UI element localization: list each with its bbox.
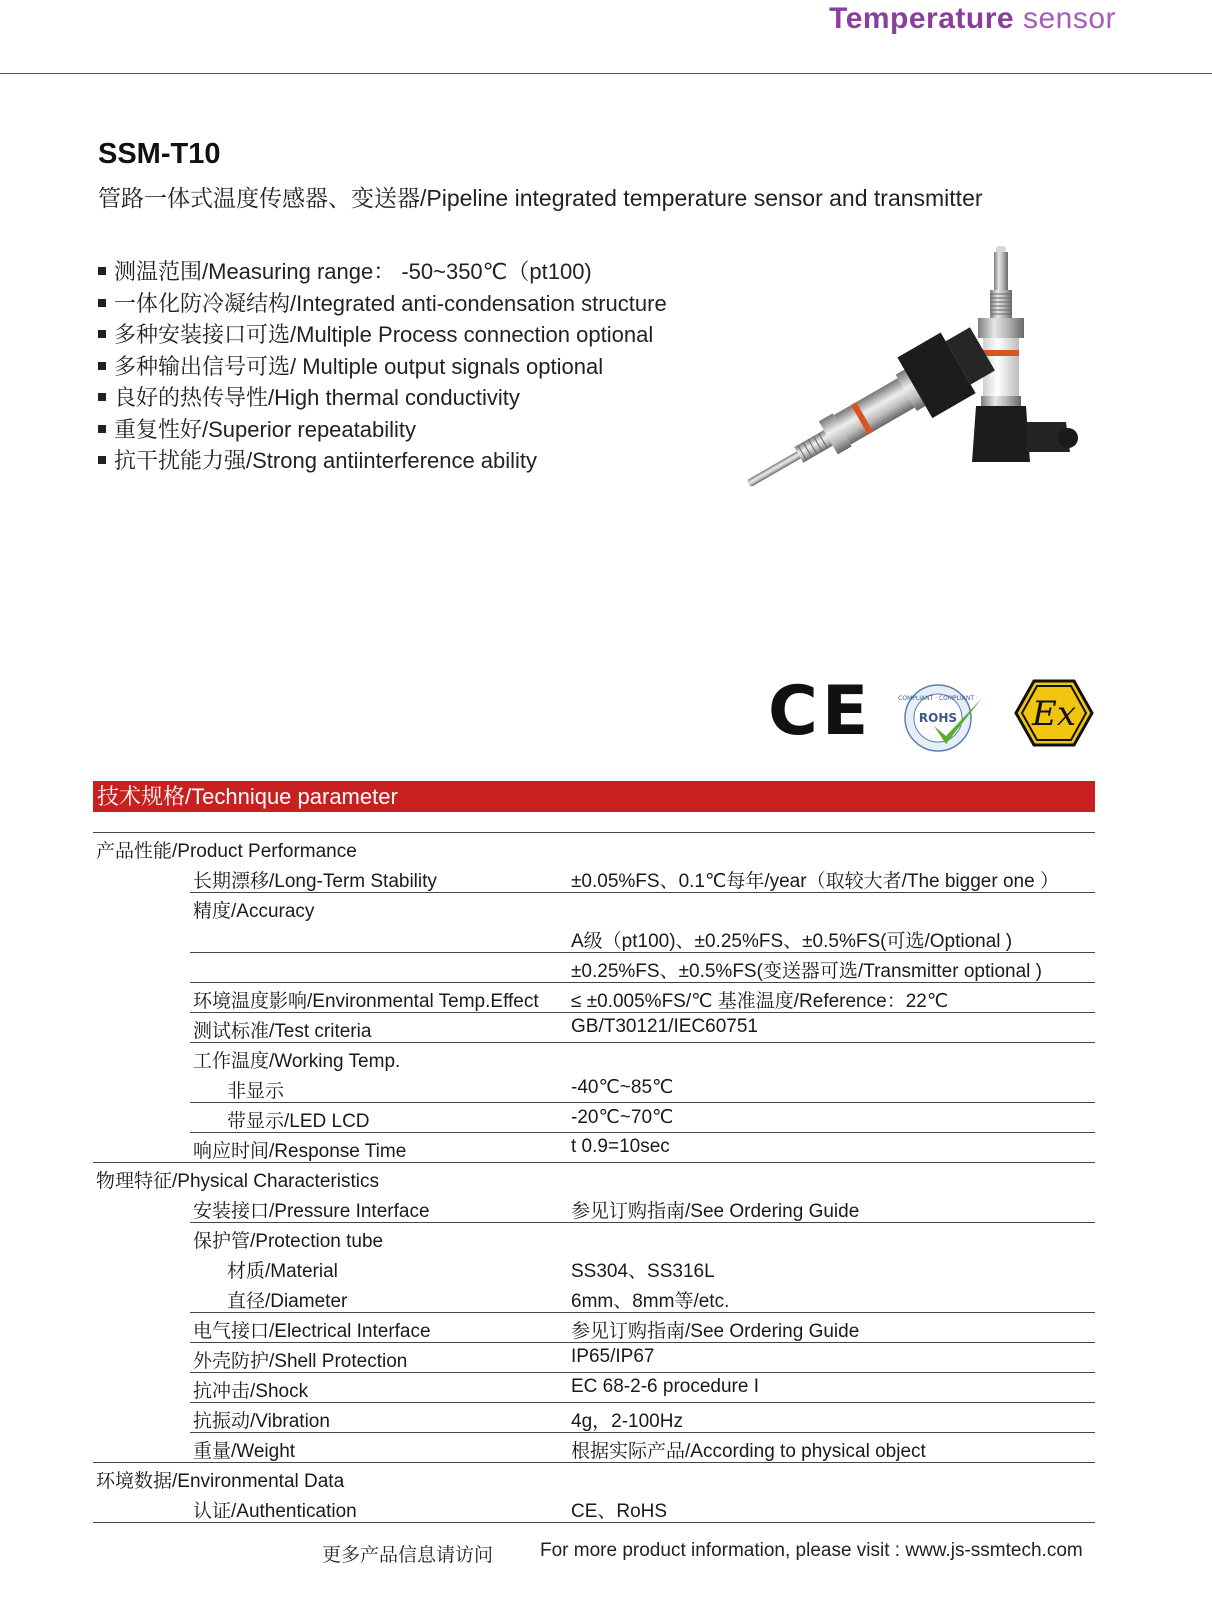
section-header-technique-parameter: 技术规格/Technique parameter [93,781,1095,812]
spec-label: 抗振动/Vibration [193,1411,330,1432]
table-row-divider [93,832,1095,833]
svg-text:Ex: Ex [1032,694,1076,734]
table-row-divider [93,1162,1095,1163]
feature-item: 重复性好/Superior repeatability [98,414,667,446]
table-row-divider [93,1522,1095,1523]
table-row-divider [190,1132,1095,1133]
spec-label: 安装接口/Pressure Interface [193,1201,430,1222]
table-row-divider [190,1222,1095,1223]
spec-value: ±0.05%FS、0.1℃每年/year（取较大者/The bigger one ） [571,871,1059,892]
bullet-square-icon [98,456,106,464]
spec-value: ±0.25%FS、±0.5%FS(变送器可选/Transmitter optional ) [571,961,1043,982]
probe-rod [994,252,1008,292]
table-row-divider [190,1042,1095,1043]
spec-value: t 0.9=10sec [571,1136,670,1157]
spec-value: -40℃~85℃ [571,1077,674,1098]
ex-atex-icon [1014,678,1094,748]
footer-left-text: 更多产品信息请访问 [322,1545,494,1566]
header-divider [0,73,1212,74]
spec-value: 根据实际产品/According to physical object [571,1441,926,1462]
feature-item: 多种输出信号可选/ Multiple output signals optional [98,351,667,383]
spec-label: 重量/Weight [193,1441,296,1462]
ce-mark-icon: CE [768,672,873,751]
header-title-light: sensor [1014,2,1116,35]
spec-label: 保护管/Protection tube [193,1231,384,1252]
table-row-divider [190,1402,1095,1403]
table-row-divider [93,1462,1095,1463]
thread [990,290,1012,318]
spec-value: -20℃~70℃ [571,1107,674,1128]
spec-label: 产品性能/Product Performance [96,841,357,862]
spec-label: 直径/Diameter [227,1291,348,1312]
svg-text:COMPLIANT · COMPLIANT ·: COMPLIANT · COMPLIANT · [898,695,978,702]
rohs-compliant-icon [898,682,990,754]
spec-value: 参见订购指南/See Ordering Guide [571,1321,860,1342]
spec-label: 环境数据/Environmental Data [96,1471,345,1492]
angled-sensor [731,319,1000,500]
product-photo [728,240,1108,500]
spec-value: GB/T30121/IEC60751 [571,1016,758,1037]
spec-label: 材质/Material [227,1261,338,1282]
table-row-divider [190,952,1095,953]
feature-item: 抗干扰能力强/Strong antiinterference ability [98,445,667,477]
table-row-divider [190,1012,1095,1013]
orange-band [983,350,1019,356]
spec-value: 参见订购指南/See Ordering Guide [571,1201,860,1222]
header-title-main: Temperature [829,2,1015,35]
spec-value: A级（pt100)、±0.25%FS、±0.5%FS(可选/Optional ) [571,931,1013,952]
spec-label: 物理特征/Physical Characteristics [96,1171,379,1192]
spec-label: 认证/Authentication [193,1501,357,1522]
spec-label: 外壳防护/Shell Protection [193,1351,408,1372]
spec-label: 精度/Accuracy [193,901,315,922]
bullet-square-icon [98,393,106,401]
feature-item: 多种安装接口可选/Multiple Process connection optional [98,319,667,351]
bullet-square-icon [98,330,106,338]
body-collar [981,396,1021,406]
bullet-square-icon [98,267,106,275]
spec-label: 响应时间/Response Time [193,1141,407,1162]
spec-value: ≤ ±0.005%FS/℃ 基准温度/Reference：22℃ [571,991,949,1012]
spec-value: CE、RoHS [571,1501,668,1522]
footer-website-text: For more product information, please visit : www.js-ssmtech.com [540,1540,1083,1561]
spec-value: EC 68-2-6 procedure I [571,1376,759,1397]
spec-label: 电气接口/Electrical Interface [193,1321,431,1342]
bullet-square-icon [98,299,106,307]
connector-housing [972,406,1030,462]
feature-item: 良好的热传导性/High thermal conductivity [98,382,667,414]
spec-label: 抗冲击/Shock [193,1381,309,1402]
table-row-divider [190,1372,1095,1373]
spec-label: 环境温度影响/Environmental Temp.Effect [193,991,539,1012]
table-row-divider [190,1342,1095,1343]
feature-item: 一体化防冷凝结构/Integrated anti-condensation structure [98,288,667,320]
spec-value: IP65/IP67 [571,1346,655,1367]
bullet-square-icon [98,425,106,433]
table-row-divider [190,1102,1095,1103]
spec-label: 带显示/LED LCD [227,1111,370,1132]
hex-nut [978,318,1024,338]
spec-label: 工作温度/Working Temp. [193,1051,401,1072]
bullet-square-icon [98,362,106,370]
spec-label: 长期漂移/Long-Term Stability [193,871,437,892]
model-number: SSM-T10 [98,138,221,170]
spec-label: 非显示 [227,1081,285,1102]
product-subtitle: 管路一体式温度传感器、变送器/Pipeline integrated temperature sensor and transmitter [98,185,983,211]
feature-list [98,256,667,477]
table-row-divider [190,982,1095,983]
header-title [829,2,1116,36]
spec-value: SS304、SS316L [571,1261,715,1282]
table-row-divider [190,1432,1095,1433]
spec-value: 6mm、8mm等/etc. [571,1291,730,1312]
spec-label: 测试标准/Test criteria [193,1021,372,1042]
feature-item: 测温范围/Measuring range： -50~350℃（pt100) [98,256,667,288]
table-row-divider [190,892,1095,893]
table-row-divider [190,1312,1095,1313]
spec-value: 4g，2-100Hz [571,1411,683,1432]
svg-text:ROHS: ROHS [918,711,958,725]
